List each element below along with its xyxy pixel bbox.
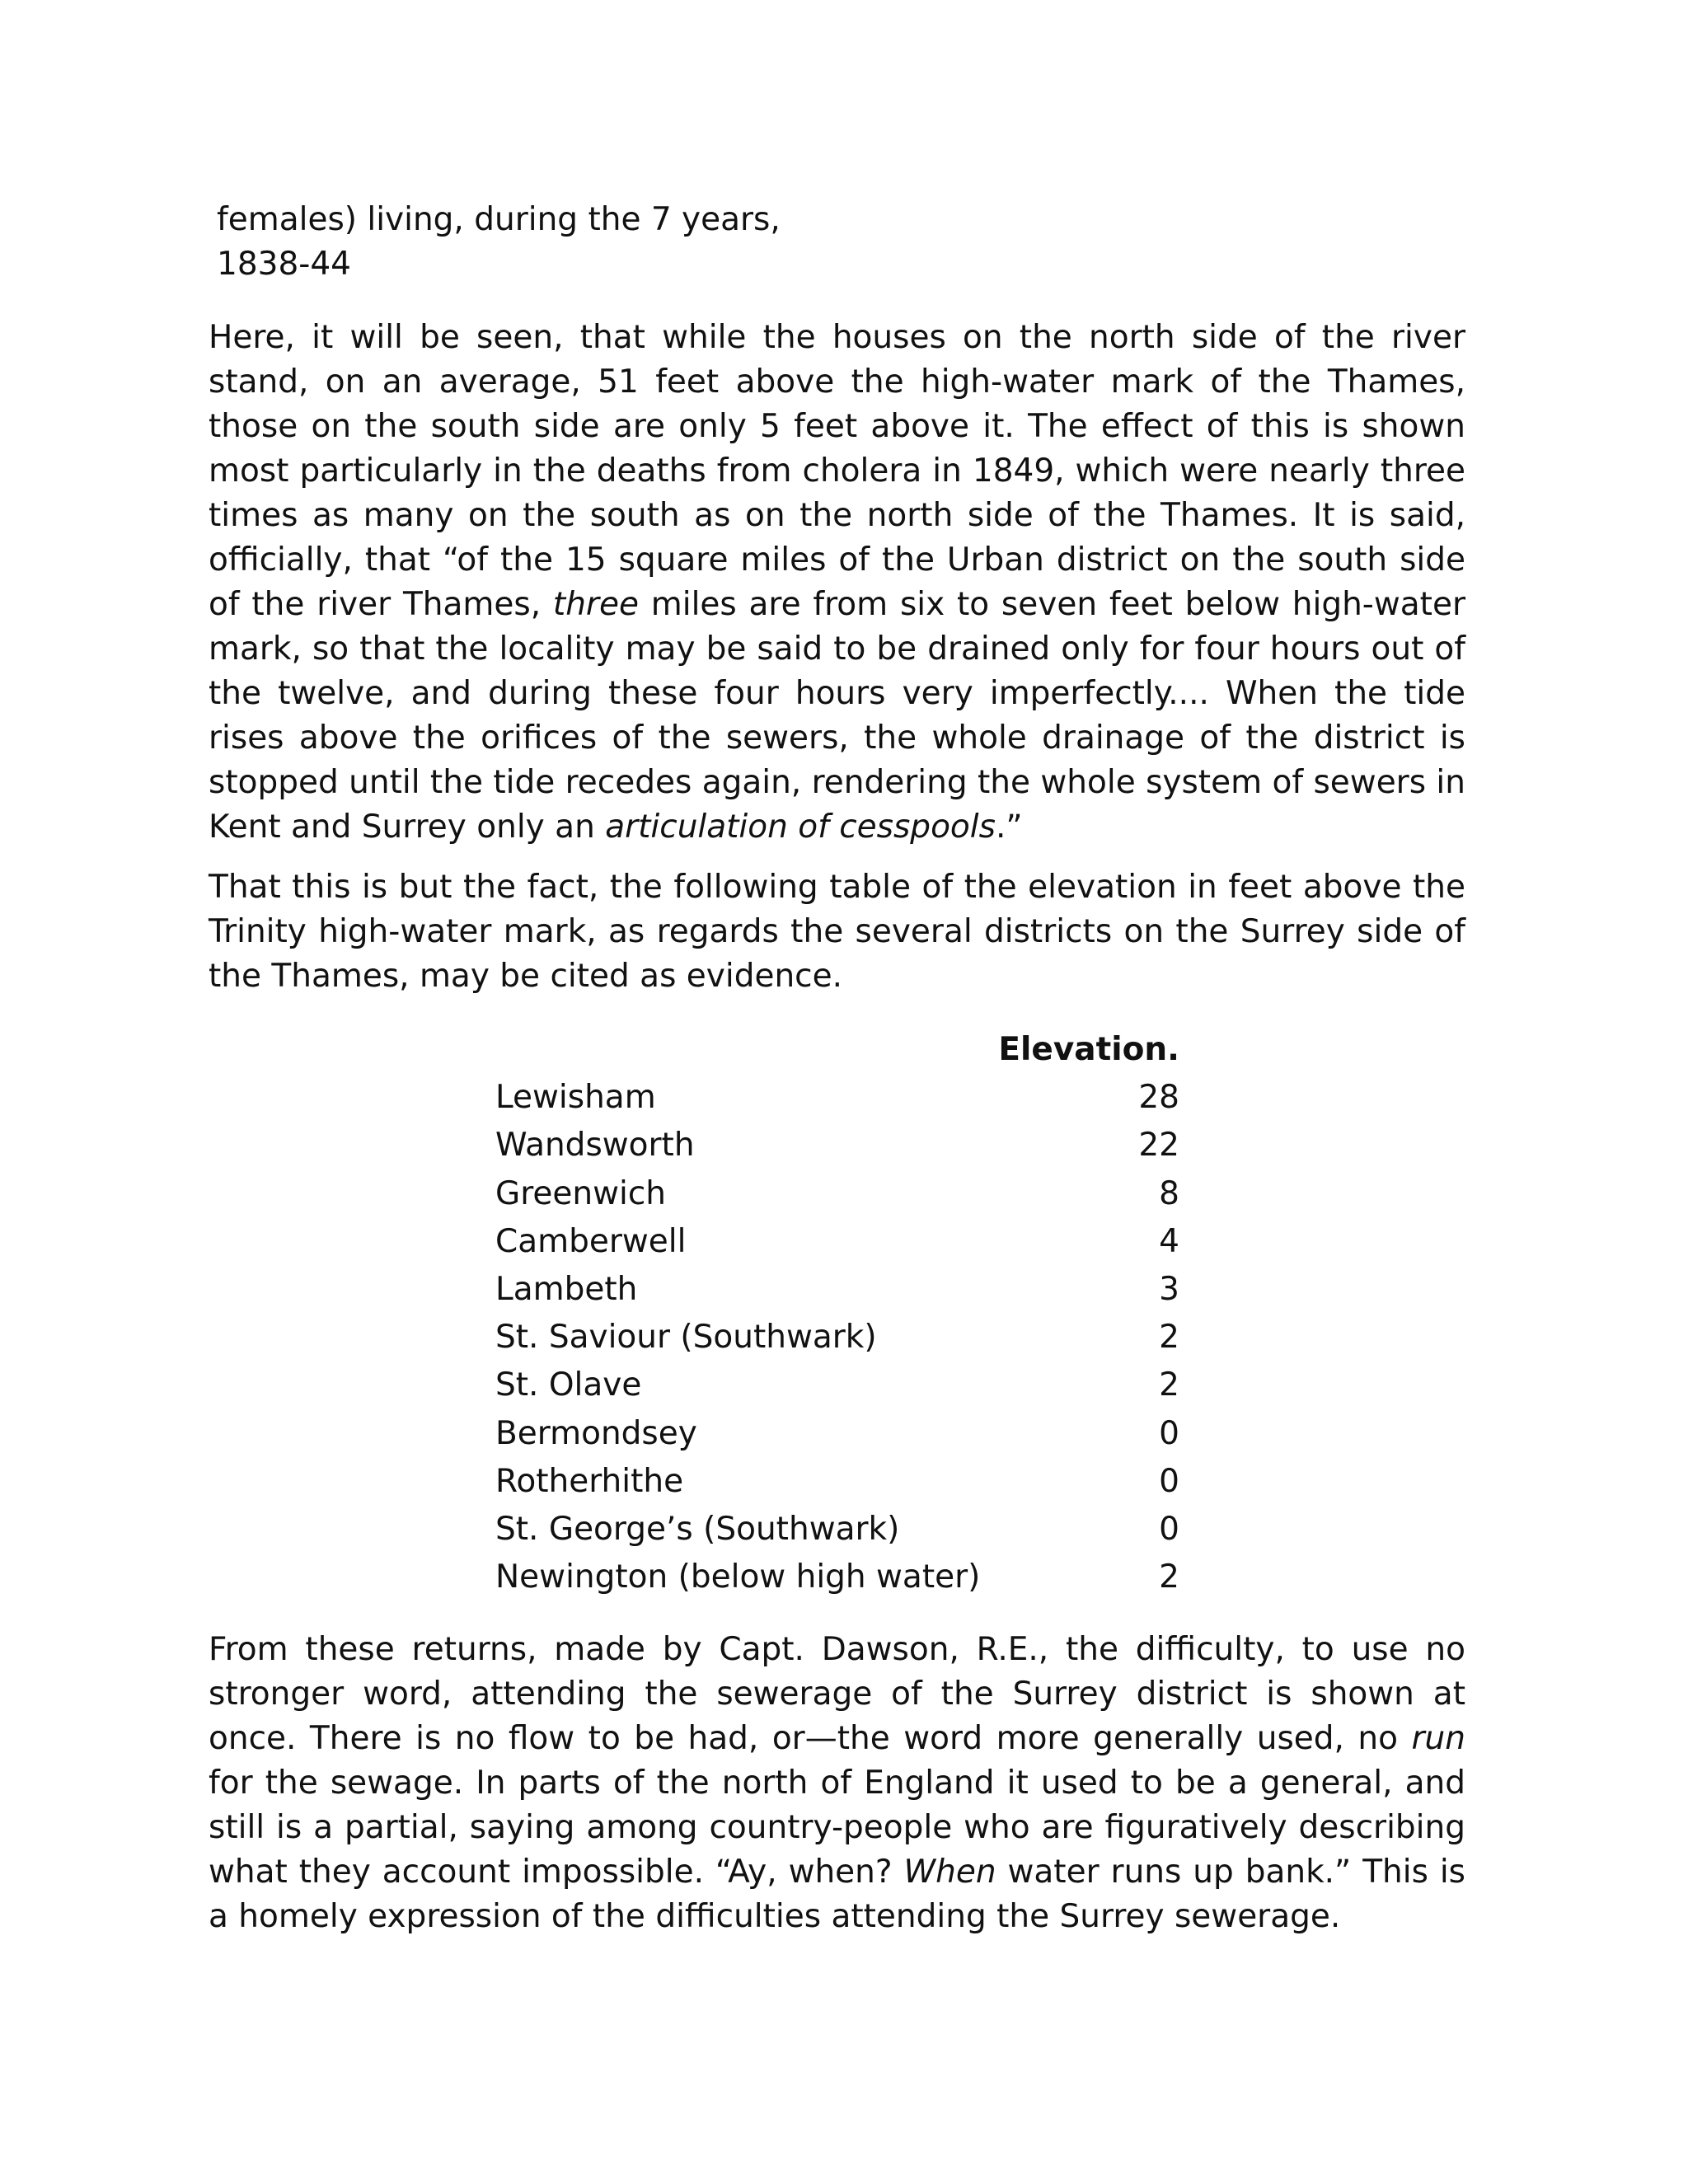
paragraph-text: miles are from six to seven feet below high-water mark, so that the locality may be said to be drained only for four hours out of the twelve, and during these four hours very imperfectly.... When the tide rises above the orifices of the sewers, the whole drainage of the district is stopped until the tide recedes again, rendering the whole system of sewers in Kent and Surrey only an [209, 586, 1465, 846]
elevation-value: 8 [1159, 1174, 1179, 1212]
district-name: Lambeth [495, 1270, 638, 1308]
district-name: Camberwell [495, 1222, 687, 1260]
italic-text: When [903, 1854, 996, 1891]
continuation-line: 1838-44 [217, 246, 351, 283]
district-name: Bermondsey [495, 1414, 697, 1452]
table-row [495, 1554, 1179, 1601]
table-row [495, 1122, 1179, 1169]
elevation-value: 2 [1159, 1558, 1179, 1596]
paragraph-text: water runs up bank.” This is a homely expression of the difficulties attending the Surrey sewerage. [209, 1854, 1465, 1935]
table-body [495, 1074, 1179, 1601]
table-header-elevation: Elevation. [998, 1031, 1179, 1068]
elevation-value: 0 [1159, 1462, 1179, 1500]
continuation-line: females) living, during the 7 years, [217, 201, 781, 238]
table-row [495, 1170, 1179, 1218]
table-row [495, 1458, 1179, 1506]
italic-text: articulation of cesspools [605, 808, 996, 846]
paragraph-text: .” [995, 808, 1023, 846]
elevation-value: 4 [1159, 1222, 1179, 1260]
continuation-text [217, 198, 781, 287]
district-name: Wandsworth [495, 1127, 695, 1165]
table-row [495, 1266, 1179, 1314]
district-name: Lewisham [495, 1079, 656, 1117]
table-row [495, 1410, 1179, 1458]
elevation-value: 0 [1159, 1510, 1179, 1548]
district-name: St. Olave [495, 1366, 642, 1404]
district-name: Rotherhithe [495, 1462, 684, 1500]
table-row [495, 1074, 1179, 1122]
paragraph-text: Here, it will be seen, that while the houses on the north side of the river stand, on an average, 51 feet above the high-water mark of the Thames, those on the south side are only 5 feet above it. The effect of this is shown most particularly in the deaths from cholera in 1849, which were nearly three times as many on the south as on the north side of the Thames. It is said, officially, that “of the 15 square miles of the Urban district on the south side of the river Thames, [209, 319, 1465, 623]
table-header-row [495, 1026, 1179, 1074]
district-name: St. George’s (Southwark) [495, 1510, 900, 1548]
elevation-value: 0 [1159, 1414, 1179, 1452]
elevation-value: 3 [1159, 1270, 1179, 1308]
paragraph [209, 1628, 1465, 1939]
paragraph-text: From these returns, made by Capt. Dawson, R.E., the difficulty, to use no stronger word, attending the sewerage of the Surrey district is shown at once. There is no flow to be had, or—the word more generally used, no [209, 1631, 1465, 1757]
district-name: St. Saviour (Southwark) [495, 1319, 877, 1357]
paragraph: That this is but the fact, the following table of the elevation in feet above the Trinity high-water mark, as regards the several districts on the Surrey side of the Thames, may be cited as evidence. [209, 869, 1465, 995]
table-row [495, 1361, 1179, 1409]
italic-text: run [1411, 1720, 1465, 1757]
table-row [495, 1218, 1179, 1266]
elevation-table [495, 1026, 1179, 1601]
paragraph [209, 316, 1465, 850]
italic-text: three [552, 586, 639, 623]
table-row [495, 1506, 1179, 1554]
elevation-value: 2 [1159, 1366, 1179, 1404]
paragraph-text: for the sewage. In parts of the north of England it used to be a general, and still is a partial, saying among country-people who are figuratively describing what they account impossible. “Ay, when? [209, 1765, 1465, 1891]
elevation-value: 2 [1159, 1319, 1179, 1357]
table-row [495, 1314, 1179, 1361]
elevation-value: 28 [1138, 1079, 1179, 1117]
district-name: Newington (below high water) [495, 1558, 981, 1596]
elevation-value: 22 [1138, 1127, 1179, 1165]
district-name: Greenwich [495, 1174, 666, 1212]
